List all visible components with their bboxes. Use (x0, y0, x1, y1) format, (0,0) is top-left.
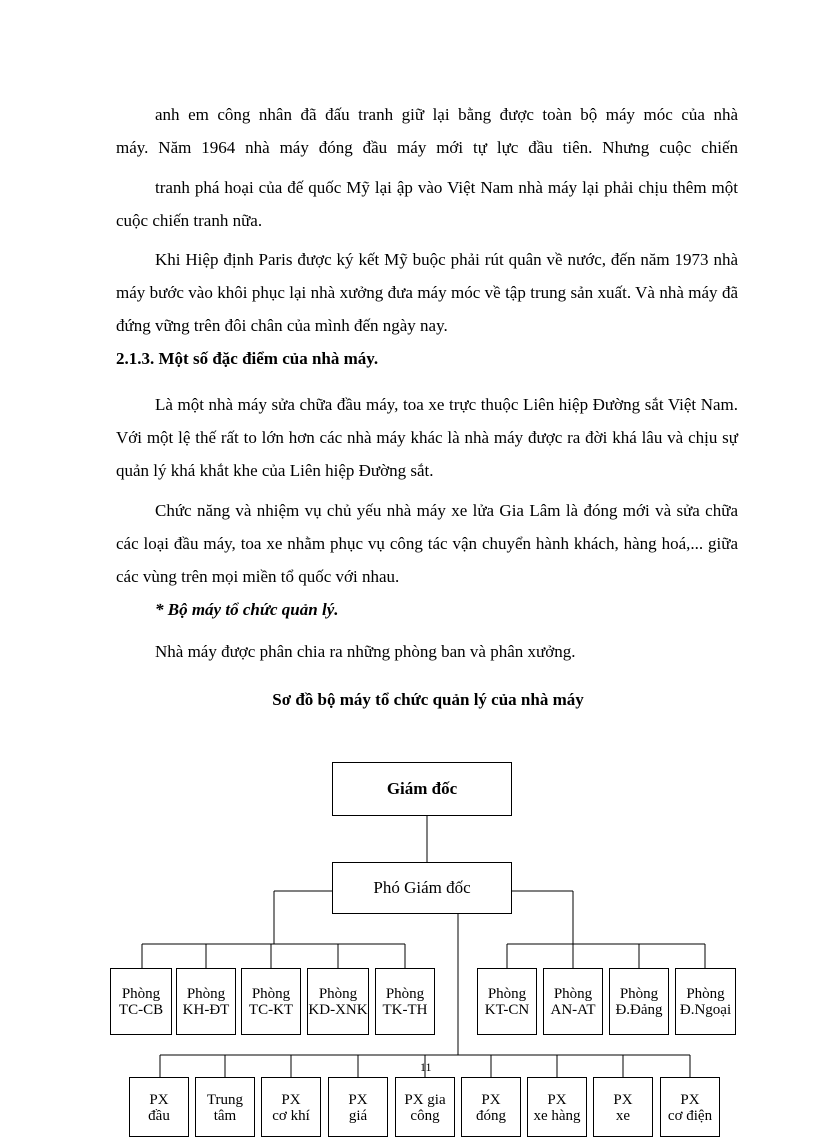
box-dept-an-at: Phòng AN-AT (543, 968, 603, 1035)
box-deputy-director (332, 862, 512, 914)
box-workshop-5: PX gia công (395, 1077, 455, 1137)
box-dept-tk-th: Phòng TK-TH (375, 968, 435, 1035)
box-director-label: Giám đốc (386, 779, 458, 798)
box-workshop-1: PX đầu (129, 1077, 189, 1137)
paragraph-3: Khi Hiệp định Paris được ký kết Mỹ buộc phải rút quân về nước, đến năm 1973 nhà máy bước vào khôi phục lại nhà xưởng đưa máy móc về tập trung sản xuất. Và nhà máy đã đứng vững trên đôi chân của mình đến ngày nay. (116, 250, 738, 335)
box-dept-d-dang: Phòng Đ.Đảng (609, 968, 669, 1035)
paragraph-1-line-2: máy. Năm 1964 nhà máy đóng đầu máy mới tự lực đầu tiên. Nhưng cuộc chiến (116, 138, 738, 157)
box-dept-kh-dt: Phòng KH-ĐT (176, 968, 236, 1035)
box-workshop-2: Trung tâm (195, 1077, 255, 1137)
box-dept-tc-kt: Phòng TC-KT (241, 968, 301, 1035)
box-dept-kt-cn: Phòng KT-CN (477, 968, 537, 1035)
box-workshop-4: PX giá (328, 1077, 388, 1137)
box-deputy-label: Phó Giám đốc (373, 878, 471, 897)
paragraph-1-line-1: anh em công nhân đã đấu tranh giữ lại bằng được toàn bộ máy móc của nhà (155, 105, 738, 124)
box-director (332, 762, 512, 816)
subsection-heading: * Bộ máy tổ chức quản lý. (155, 600, 339, 619)
box-workshop-7: PX xe hàng (527, 1077, 587, 1137)
paragraph-6: Nhà máy được phân chia ra những phòng ban và phân xưởng. (155, 642, 576, 661)
page-number: 11 (420, 1060, 432, 1074)
box-workshop-6: PX đóng (461, 1077, 521, 1137)
box-dept-d-ngoai: Phòng Đ.Ngoại (675, 968, 736, 1035)
diagram-caption: Sơ đồ bộ máy tổ chức quản lý của nhà máy (272, 690, 584, 709)
box-workshop-8: PX xe (593, 1077, 653, 1137)
box-dept-kd-xnk: Phòng KD-XNK (307, 968, 369, 1035)
box-workshop-9: PX cơ điện (660, 1077, 720, 1137)
box-dept-tc-cb: Phòng TC-CB (110, 968, 172, 1035)
box-workshop-3: PX cơ khí (261, 1077, 321, 1137)
paragraph-2: tranh phá hoại của đế quốc Mỹ lại ập vào Việt Nam nhà máy lại phải chịu thêm một cuộc chiến tranh nữa. (116, 178, 738, 230)
section-heading: 2.1.3. Một số đặc điểm của nhà máy. (116, 349, 379, 368)
paragraph-4: Là một nhà máy sửa chữa đầu máy, toa xe trực thuộc Liên hiệp Đường sắt Việt Nam. Với một lệ thế rất to lớn hơn các nhà máy khác là nhà máy được ra đời khá lâu và chịu sự quản lý khá khắt khe của Liên hiệp Đường sắt. (116, 395, 738, 480)
paragraph-5: Chức năng và nhiệm vụ chủ yếu nhà máy xe lửa Gia Lâm là đóng mới và sửa chữa các loại đầu máy, toa xe nhằm phục vụ công tác vận chuyển hành khách, hàng hoá,... giữa các vùng trên mọi miền tổ quốc với nhau. (116, 501, 738, 586)
